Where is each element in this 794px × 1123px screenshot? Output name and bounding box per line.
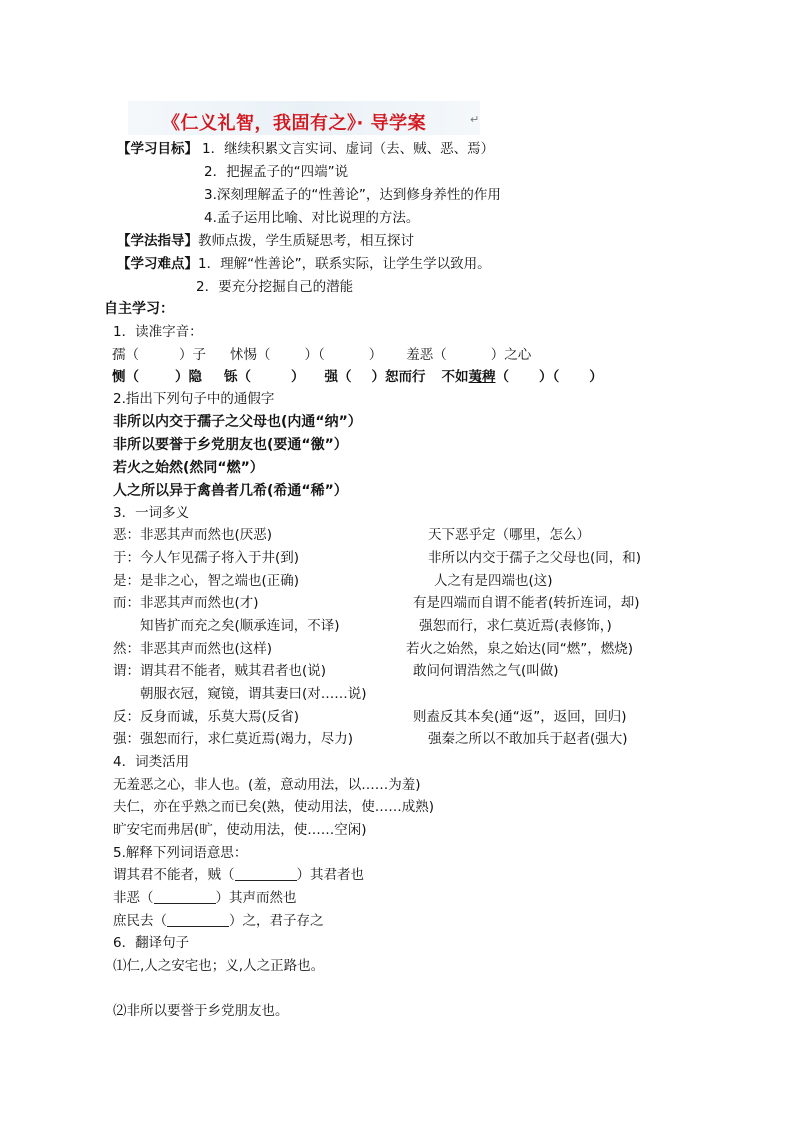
pronunciation-line-2 — [112, 368, 603, 386]
objective-item: 2．把握孟子的“四端”说 — [204, 164, 349, 180]
pinyin-item: 不如 — [441, 369, 469, 385]
pinyin-item: ） — [589, 369, 603, 385]
pinyin-item: ）之心 — [490, 347, 532, 363]
tongjia-heading: 2.指出下列句子中的通假字 — [113, 391, 275, 407]
pinyin-item: 铄（ — [224, 369, 251, 385]
section-heading: 自主学习： — [104, 301, 174, 317]
polysemy-right: 非所以内交于孺子之父母也(同，和) — [428, 550, 642, 566]
pinyin-item: ）恕而行 — [371, 369, 426, 385]
objective-item: 1．继续积累文言实词、虚词（去、贼、恶、焉） — [202, 141, 495, 157]
pinyin-item: 孺（ — [112, 347, 139, 363]
explain-item — [113, 912, 324, 930]
polysemy-left: 于：今人乍见孺子将入于井(到) — [113, 550, 300, 566]
answer-blank[interactable] — [167, 912, 229, 927]
polysemy-left: 是：是非之心，智之端也(正确) — [113, 573, 300, 589]
pinyin-item: （ — [495, 369, 509, 385]
pinyin-item: ）隐 — [175, 369, 202, 385]
explain-item — [113, 866, 364, 884]
polysemy-right: 则盍反其本矣(通“返”，返回，回归) — [413, 709, 627, 725]
tongjia-item: 若火之始然(然同“燃”） — [113, 460, 264, 476]
explain-text: 庶民去（ — [113, 913, 167, 929]
conversion-item: 夫仁，亦在乎熟之而已矣(熟，使动用法，使……成熟) — [113, 799, 435, 815]
translate-item: ⑴仁,人之安宅也；义,人之正路也。 — [113, 958, 325, 974]
conversion-item: 无羞恶之心，非人也。(羞，意动用法，以……为羞) — [113, 777, 421, 793]
method-text: 教师点拨，学生质疑思考，相互探讨 — [198, 233, 414, 249]
polysemy-left: 知皆扩而充之矣(顺承连词，不译) — [140, 618, 340, 634]
method-row — [117, 232, 414, 250]
polysemy-left: 强：强恕而行，求仁莫近焉(竭力，尽力) — [113, 731, 354, 747]
answer-blank[interactable] — [235, 866, 297, 881]
paragraph-mark-icon: ↵ — [470, 113, 480, 126]
explain-text: ）其君者也 — [296, 867, 364, 883]
polysemy-right: 人之有是四端也(这) — [434, 573, 553, 589]
polysemy-right: 强恕而行，求仁莫近焉(表修饰，) — [419, 618, 612, 634]
method-label: 【学法指导】 — [117, 233, 198, 249]
pinyin-item: 荑稗 — [468, 369, 496, 385]
pinyin-item: ） — [368, 347, 383, 363]
polysemy-left: 而：非恶其声而然也(才) — [113, 595, 259, 611]
translate-heading: 6．翻译句子 — [113, 935, 190, 951]
polysemy-heading: 3．一词多义 — [113, 505, 190, 521]
tongjia-item: 非所以内交于孺子之父母也(内通“纳”） — [113, 414, 362, 430]
polysemy-right: 强秦之所以不敢加兵于赵者(强大) — [428, 731, 628, 747]
pinyin-item: ）（ — [304, 347, 325, 363]
difficulty-item: 2．要充分挖掘自己的潜能 — [196, 279, 354, 295]
tongjia-item: 非所以要誉于乡党朋友也(要通“徼”） — [113, 437, 348, 453]
objective-item: 3.深刻理解孟子的“性善论”，达到修身养性的作用 — [204, 187, 501, 203]
pinyin-item: 强（ — [324, 369, 352, 385]
polysemy-right: 若火之始然，泉之始达(同“燃”，燃烧) — [406, 641, 634, 657]
explain-text: 非恶（ — [113, 890, 154, 906]
objective-item: 4.孟子运用比喻、对比说理的方法。 — [204, 210, 420, 226]
explain-text: ）其声而然也 — [215, 890, 297, 906]
page-title: 《仁义礼智，我固有之》· 导学案 — [162, 113, 427, 134]
polysemy-left: 恶：非恶其声而然也(厌恶) — [113, 527, 273, 543]
difficulty-item: 1．理解“性善论”，联系实际，让学生学以致用。 — [198, 256, 491, 272]
polysemy-left: 朝服衣冠，窥镜，谓其妻曰(对……说) — [140, 686, 367, 702]
pinyin-item: 恻（ — [112, 369, 139, 385]
polysemy-left: 然：非恶其声而然也(这样) — [113, 641, 273, 657]
difficulty-row-1 — [117, 255, 491, 273]
pinyin-item: ） — [291, 369, 305, 385]
conversion-item: 旷安宅而弗居(旷，使动用法，使……空闲) — [113, 822, 367, 838]
polysemy-right: 天下恶乎定（哪里，怎么） — [428, 527, 590, 543]
difficulty-label: 【学习难点】 — [117, 256, 198, 272]
objectives-label: 【学习目标】 — [117, 141, 198, 157]
polysemy-left: 反：反身而诚，乐莫大焉(反省) — [113, 709, 300, 725]
pinyin-item: ）（ — [539, 369, 560, 385]
pinyin-item: 羞恶（ — [406, 347, 447, 363]
tongjia-item: 人之所以异于禽兽者几希(希通“稀”） — [113, 483, 348, 499]
pronunciation-heading: 1．读准字音： — [113, 324, 203, 340]
translate-item: ⑵非所以要誉于乡党朋友也。 — [113, 1003, 289, 1019]
explain-heading: 5.解释下列词语意思： — [113, 845, 248, 861]
polysemy-left: 谓：谓其君不能者，贼其君者也(说) — [113, 663, 327, 679]
pronunciation-line-1 — [112, 346, 531, 364]
polysemy-right: 有是四端而自谓不能者(转折连词，却) — [413, 595, 640, 611]
explain-item — [113, 889, 297, 907]
pinyin-item: 怵惕（ — [230, 347, 271, 363]
explain-text: ）之，君子存之 — [229, 913, 324, 929]
answer-blank[interactable] — [154, 889, 216, 904]
explain-text: 谓其君不能者，贼（ — [113, 867, 235, 883]
objectives-row-1 — [117, 140, 494, 158]
polysemy-right: 敢问何谓浩然之气(叫做) — [413, 663, 559, 679]
pinyin-item: ）子 — [179, 347, 206, 363]
conversion-heading: 4．词类活用 — [113, 754, 190, 770]
